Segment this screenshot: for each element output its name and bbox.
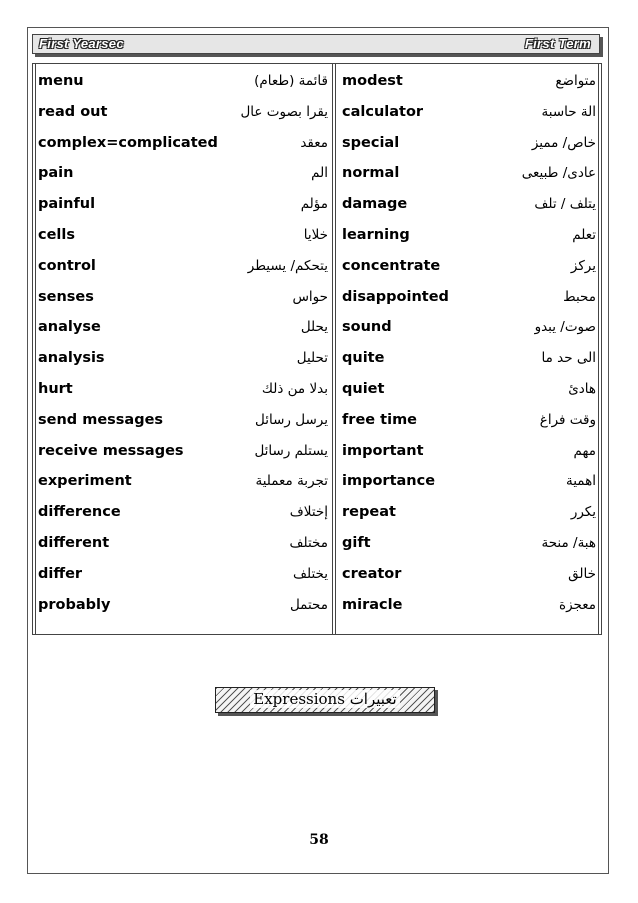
right-vocab-column: [336, 63, 602, 635]
english-word: painful: [38, 196, 96, 213]
english-word: important: [342, 442, 424, 459]
vocab-row: [32, 498, 334, 528]
vocab-row: [336, 252, 602, 282]
vocab-row: [32, 437, 334, 467]
vocab-row: [336, 529, 602, 559]
vocab-row: [336, 467, 602, 497]
vocab-row: [32, 283, 334, 313]
vocab-row: [32, 98, 334, 128]
arabic-translation: يكرر: [570, 504, 596, 521]
arabic-translation: إختلاف: [289, 504, 328, 521]
vocab-row: [32, 190, 334, 220]
english-word: menu: [38, 73, 84, 89]
english-word: free time: [342, 411, 418, 428]
arabic-translation: خلايا: [303, 227, 328, 243]
vocab-row: [336, 98, 602, 128]
arabic-translation: تعلم: [572, 227, 596, 243]
arabic-translation: محبط: [563, 288, 596, 305]
arabic-translation: تحليل: [296, 350, 328, 367]
left-vocab-column: [32, 63, 334, 635]
arabic-translation: قائمة (طعام): [254, 73, 328, 89]
arabic-translation: يحلل: [300, 319, 328, 336]
vocab-row: [336, 591, 602, 621]
vocab-row: [32, 252, 334, 282]
arabic-translation: عادى/ طبيعى: [521, 165, 596, 182]
arabic-translation: صوت/ يبدو: [534, 319, 596, 336]
vocab-row: [336, 313, 602, 343]
arabic-translation: يختلف: [293, 565, 328, 582]
english-word: repeat: [342, 504, 396, 521]
english-word: receive messages: [38, 442, 184, 459]
vocab-row: [336, 498, 602, 528]
english-word: damage: [342, 196, 408, 213]
arabic-translation: معقد: [300, 134, 328, 151]
vocab-row: [32, 591, 334, 621]
vocab-row: [336, 344, 602, 374]
arabic-translation: الة حاسبة: [541, 103, 596, 120]
arabic-translation: محتمل: [289, 596, 328, 613]
page-header: [32, 34, 600, 54]
arabic-translation: خاص/ مميز: [531, 134, 596, 151]
english-word: special: [342, 134, 400, 151]
arabic-translation: يركز: [570, 257, 596, 274]
vocab-row: [336, 190, 602, 220]
page-number: 58: [309, 832, 329, 848]
vocab-row: [32, 67, 334, 97]
vocab-row: [336, 159, 602, 189]
arabic-translation: مختلف: [289, 535, 328, 551]
english-word: modest: [342, 73, 403, 89]
english-word: calculator: [342, 103, 424, 120]
arabic-translation: يستلم رسائل: [254, 442, 328, 459]
english-word: gift: [342, 535, 371, 551]
english-word: probably: [38, 596, 111, 613]
arabic-translation: يقرا بصوت عال: [240, 103, 328, 120]
vocab-row: [336, 560, 602, 590]
header-right-text: First Term: [524, 36, 591, 51]
expressions-label: Expressions تعبيرات: [250, 690, 399, 708]
arabic-translation: بدلا من ذلك: [261, 381, 328, 397]
english-word: importance: [342, 473, 436, 490]
english-word: control: [38, 257, 96, 274]
english-word: difference: [38, 504, 121, 521]
english-word: creator: [342, 565, 402, 582]
arabic-translation: مهم: [573, 442, 596, 459]
arabic-translation: تجربة معملية: [255, 473, 328, 490]
english-word: disappointed: [342, 288, 449, 305]
arabic-translation: يتلف / تلف: [534, 196, 596, 213]
vocab-row: [336, 283, 602, 313]
vocab-row: [336, 437, 602, 467]
english-word: differ: [38, 565, 83, 582]
english-word: learning: [342, 227, 410, 243]
english-word: miracle: [342, 596, 403, 613]
vocab-row: [32, 529, 334, 559]
vocab-row: [336, 221, 602, 251]
english-word: send messages: [38, 411, 164, 428]
header-left-text: First Yearsec: [39, 36, 124, 51]
arabic-translation: يتحكم/ يسيطر: [247, 257, 328, 274]
vocab-row: [32, 344, 334, 374]
vocab-row: [32, 406, 334, 436]
english-word: concentrate: [342, 257, 441, 274]
arabic-translation: اهمية: [566, 473, 596, 490]
vocab-row: [336, 406, 602, 436]
english-word: read out: [38, 103, 108, 120]
english-word: cells: [38, 227, 76, 243]
english-word: sound: [342, 319, 392, 336]
vocab-row: [32, 159, 334, 189]
arabic-translation: هبة/ منحة: [541, 535, 596, 551]
vocab-row: [336, 375, 602, 405]
vocab-row: [336, 129, 602, 159]
arabic-translation: هادئ: [568, 381, 596, 397]
english-word: normal: [342, 165, 400, 182]
arabic-translation: الى حد ما: [541, 350, 596, 367]
arabic-translation: خالق: [568, 565, 596, 582]
vocab-row: [336, 67, 602, 97]
english-word: analysis: [38, 350, 105, 367]
english-word: senses: [38, 288, 94, 305]
arabic-translation: الم: [311, 165, 328, 182]
english-word: experiment: [38, 473, 132, 490]
vocab-row: [32, 129, 334, 159]
arabic-translation: حواس: [292, 288, 328, 305]
vocab-row: [32, 560, 334, 590]
english-word: complex=complicated: [38, 134, 218, 151]
arabic-translation: مؤلم: [300, 196, 328, 213]
arabic-translation: وقت فراغ: [539, 411, 596, 428]
vocab-row: [32, 221, 334, 251]
english-word: analyse: [38, 319, 101, 336]
expressions-banner: [215, 687, 435, 713]
arabic-translation: متواضع: [555, 73, 596, 89]
vocab-row: [32, 467, 334, 497]
english-word: quite: [342, 350, 385, 367]
english-word: hurt: [38, 381, 73, 397]
arabic-translation: يرسل رسائل: [255, 411, 328, 428]
english-word: quiet: [342, 381, 385, 397]
vocab-row: [32, 313, 334, 343]
arabic-translation: معجزة: [559, 596, 596, 613]
english-word: pain: [38, 165, 74, 182]
vocab-row: [32, 375, 334, 405]
english-word: different: [38, 535, 110, 551]
